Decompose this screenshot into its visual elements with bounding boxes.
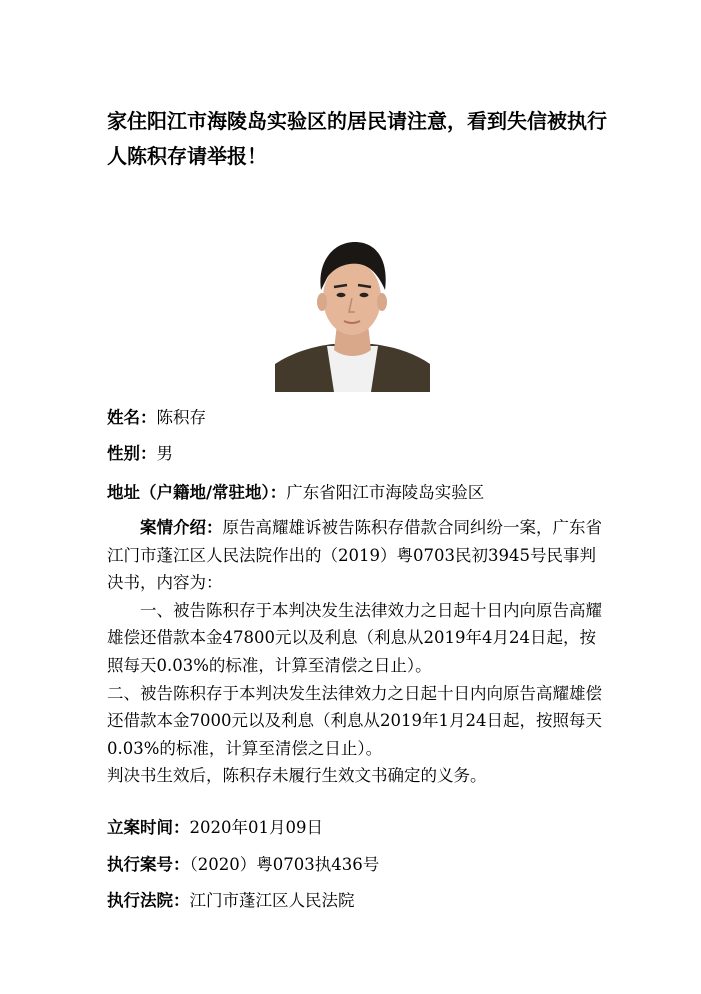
name-row [107, 407, 206, 429]
judgment-item-2: 二、被告陈积存于本判决发生法律效力之日起十日内向原告高耀雄偿还借款本金7000元以及利息（利息从2019年1月24日起，按照每天0.03%的标准，计算至清偿之日止）。 [107, 683, 602, 758]
name-label: 姓名： [107, 408, 157, 427]
case-closing: 判决书生效后，陈积存未履行生效文书确定的义务。 [107, 766, 487, 786]
gender-value: 男 [156, 444, 173, 463]
gender-row [107, 443, 173, 465]
case-number-row [107, 854, 379, 876]
address-label: 地址（户籍地/常驻地）： [107, 483, 287, 502]
case-number-value: （2020）粤0703执436号 [189, 855, 380, 874]
court-label: 执行法院： [107, 891, 190, 910]
case-details [107, 514, 607, 790]
court-value: 江门市蓬江区人民法院 [189, 891, 355, 910]
case-intro [107, 514, 607, 597]
case-number-label: 执行案号： [107, 855, 190, 874]
case-intro-label: 案情介绍： [140, 518, 223, 537]
filing-date-label: 立案时间： [107, 818, 190, 837]
judgment-item-1: 一、被告陈积存于本判决发生法律效力之日起十日内向原告高耀雄偿还借款本金47800元以及利息（利息从2019年4月24日起，按照每天0.03%的标准，计算至清偿之日止）。 [107, 600, 602, 675]
address-value: 广东省阳江市海陵岛实验区 [286, 483, 485, 502]
filing-date-value: 2020年01月09日 [189, 818, 323, 837]
filing-date-row [107, 817, 323, 839]
case-intro-text: 原告高耀雄诉被告陈积存借款合同纠纷一案，广东省江门市蓬江区人民法院作出的（2019）粤0703民初3945号民事判决书，内容为： [107, 518, 602, 593]
notice-headline: 家住阳江市海陵岛实验区的居民请注意，看到失信被执行人陈积存请举报！ [107, 109, 607, 168]
person-photo [275, 232, 430, 392]
gender-label: 性别： [107, 444, 157, 463]
name-value: 陈积存 [156, 408, 206, 427]
court-row [107, 890, 355, 912]
address-row [107, 482, 484, 504]
